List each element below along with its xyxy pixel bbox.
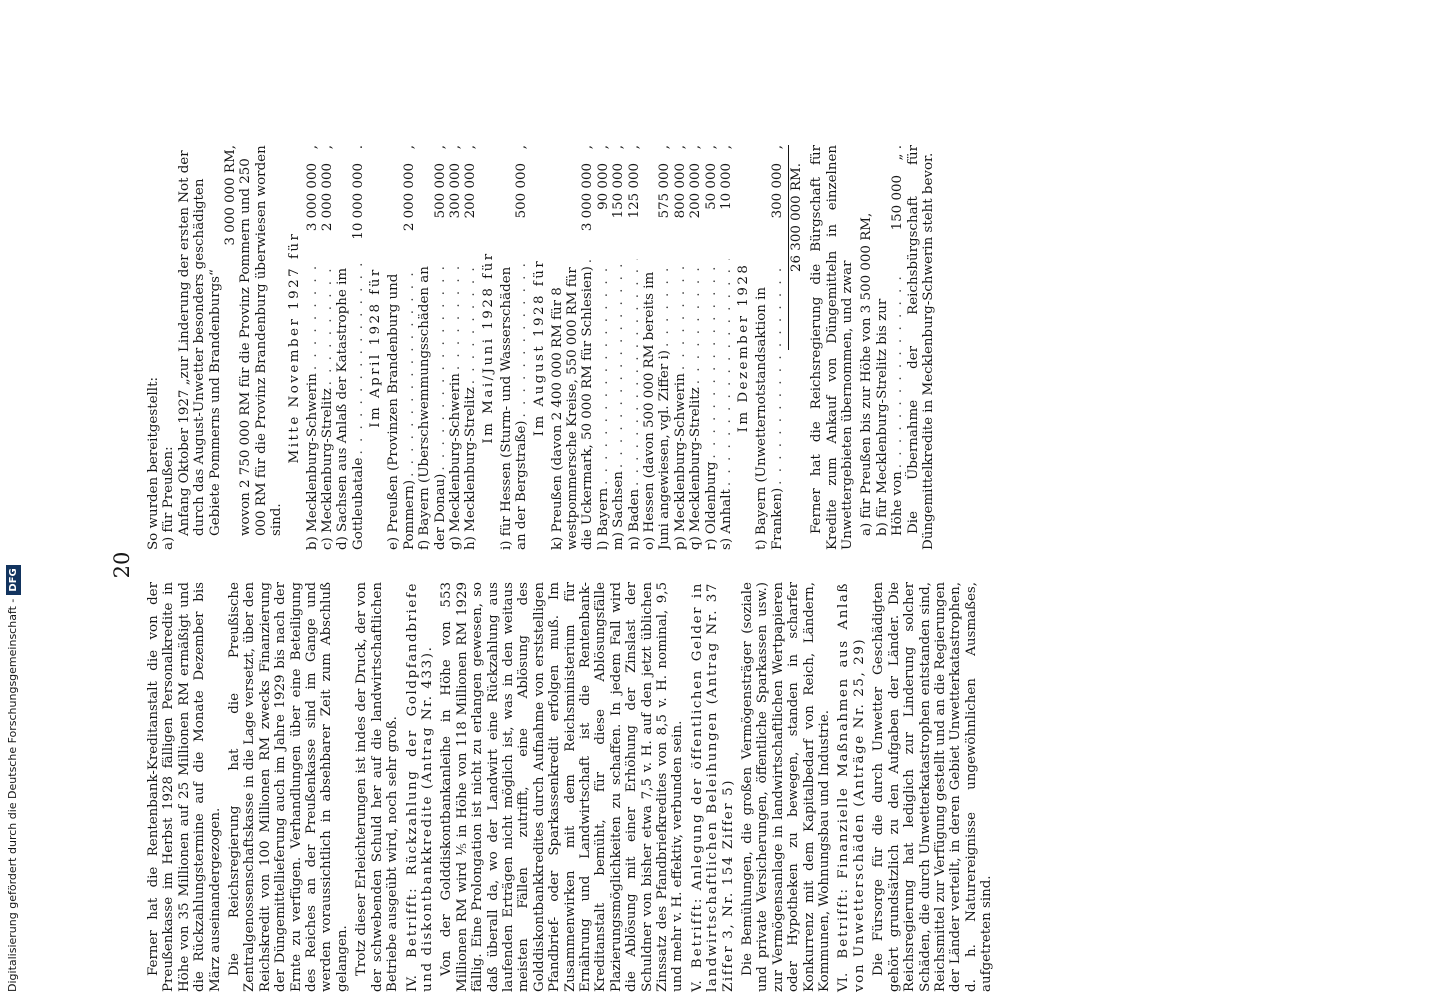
list-item-unit: , bbox=[580, 145, 596, 150]
list-item-unit: , bbox=[719, 145, 734, 150]
list-item-label: o) Hessen (davon 500 000 RM bereits im Juni angewiesen, vgl. Ziffer i) bbox=[641, 271, 673, 550]
guarantee-item-b bbox=[875, 145, 906, 550]
list-item-label: c) Mecklenburg-Strelitz bbox=[320, 385, 335, 550]
section-label: Betrifft: bbox=[836, 886, 852, 959]
list-item-unit: , bbox=[401, 145, 417, 150]
document-page bbox=[110, 130, 1380, 1000]
section-label: Betrifft: bbox=[689, 896, 705, 969]
guarantee-item-b-amount: 150 000 bbox=[890, 175, 906, 231]
list-item-label: n) Baden bbox=[627, 486, 642, 550]
section-number: IV. bbox=[404, 975, 420, 992]
paragraph: Die Fürsorge für die durch Unwetter Geschädigten gehört grundsätzlich zu den Aufgaben der Länder. Die Reichsregierung hat lediglich zur Linderung solcher Schäden, die durch Unwetterkatastrophen entstanden sind, Reichsmittel zur Verfügung gestellt und an die Regierungen der Länder verteilt, in deren Gebiet Unwetterkatastrophen, d. h. Naturereignisse ungewöhnlichen Ausmaßes, aufgetreten sind. bbox=[871, 582, 995, 992]
paragraph: Die Übernahme der Reichsbürgschaft für Düngemittelkredite in Mecklenburg-Schwerin steht bevor. bbox=[905, 145, 937, 550]
list-intro: So wurden bereitgestellt: bbox=[146, 377, 161, 550]
date-heading: Im August 1928 für bbox=[531, 258, 547, 437]
list-item-unit: , bbox=[611, 145, 627, 150]
list-item-amount: 800 000 bbox=[672, 163, 688, 219]
list-item-amount: 575 000 bbox=[657, 163, 673, 219]
list-item-amount: 300 000 bbox=[447, 163, 463, 219]
list-item bbox=[596, 145, 611, 550]
section-title: Rückzahlung der Goldpfandbriefe und diskontbankkredite (Antrag Nr. 433). bbox=[404, 582, 435, 992]
list-item-amount: 200 000 bbox=[463, 163, 479, 219]
list-item bbox=[719, 145, 734, 550]
list-item-unit: , bbox=[514, 145, 530, 150]
date-heading: Im Mai/Juni 1928 für bbox=[480, 251, 496, 444]
credit-text: Digitalisierung gefördert durch die Deutsche Forschungsgemeinschaft - bbox=[6, 598, 19, 992]
list-item bbox=[463, 145, 478, 550]
paragraph: Ferner hat die Rentenbank-Kreditanstalt die von der Preußenkasse im Herbst 1928 fälligen Personalkredite in Höhe von 35 Millionen auf 25 Millionen RM ermäßigt und die Rückzahlungstermine auf die Monate Dezember bis März auseinandergezogen. bbox=[146, 582, 223, 992]
list-item-unit: , bbox=[703, 145, 719, 150]
guarantee-item-b-unit: „ . bbox=[890, 145, 906, 161]
list-item-label: k) Preußen (davon 2 400 000 RM für 8 westpommersche Kreise, 550 000 RM für die Uckermark, 50 000 RM für Schlesien) bbox=[550, 263, 596, 550]
guarantee-item-b-label: b) für Mecklenburg-Strelitz bis zur Höhe von bbox=[874, 298, 906, 536]
list-item-unit: , bbox=[432, 145, 448, 150]
section-title: Anlegung der öffentlichen Gelder in landwirtschaftlichen Beleihungen (Antrag Nr. 37 Ziffer 3, Nr. 154 Ziffer 5) bbox=[689, 582, 736, 992]
list-item-amount: 3 000 000 bbox=[304, 163, 320, 232]
section-title: Finanzielle Maßnahmen aus Anlaß von Unwetterschäden (Anträge Nr. 25, 29) bbox=[836, 581, 867, 992]
list-item-amount: 500 000 bbox=[432, 163, 448, 219]
list-item-unit: , bbox=[304, 145, 320, 150]
list-item-a-amount: 3 000 000 RM, bbox=[223, 145, 239, 246]
list-item-amount: 2 000 000 bbox=[401, 163, 417, 232]
guarantee-item-a: a) für Preußen bis zur Höhe von 3 500 000 RM, bbox=[859, 212, 875, 536]
list-item bbox=[550, 145, 596, 550]
list-item bbox=[673, 145, 688, 550]
list-item-label: q) Mecklenburg-Strelitz bbox=[688, 384, 703, 550]
list-item bbox=[704, 145, 719, 550]
date-heading: Im April 1928 für bbox=[368, 267, 384, 428]
paragraph: Die Reichsregierung hat die Preußische Zentralgenossenschaftskasse in die Lage versetzt, über den Reichskredit von 100 Millionen RM zwecks Finanzierung der Düngemittellieferung auch im Jahre 1929 bis nach der Ernte zu verfügen. Verhandlungen über eine Beteiligung des Reiches an der Preußenkasse sind im Gange und werden voraussichtlich in absehbarer Zeit zum Abschluß gelangen. bbox=[227, 582, 350, 992]
list-item bbox=[320, 145, 335, 550]
list-item-unit: , bbox=[672, 145, 688, 150]
list-item bbox=[611, 145, 626, 550]
list-item-unit: , bbox=[688, 145, 704, 150]
list-item-label: d) Sachsen aus Anlaß der Katastrophe im Gottleubatale bbox=[335, 267, 366, 550]
left-column bbox=[146, 582, 999, 992]
list-item-amount: 500 000 bbox=[514, 163, 530, 219]
paragraph: Von der Golddiskontbankanleihe in Höhe von 553 Millionen RM wird ⅕ in Höhe von 118 Millionen RM 1929 fällig. Eine Prolongation ist nicht zu erlangen gewesen, so daß überall da, wo der Landwirt eine Rückzahlung aus laufenden Erträgen nicht möglich ist, was in den weitaus meisten Fällen zutrifft, eine Ablösung des Golddiskontbankkredites durch Aufnahme von erststelligen Pfandbrief- oder Sparkassenkredit erfolgen muß. Im Zusammenwirken mit dem Reichsministerium für Ernährung und Landwirtschaft ist die Rentenbank-Kreditanstalt bemüht, für diese Ablösungsfälle Plazierungsmöglichkeiten zu schaffen. In jedem Fall wird die Ablösung mit einer Erhöhung der Zinslast der Schuldner von bisher etwa 7,5 v. H. auf den jetzt üblichen Zinssatz des Pfandbriefkredites von 8,5 v. H. nominal, 9,5 und mehr v. H. effektiv, verbunden sein. bbox=[439, 582, 686, 992]
list-item-amount: 10 000 bbox=[719, 163, 734, 210]
list-item-unit: , bbox=[595, 145, 611, 150]
section-number: VI. bbox=[836, 972, 852, 992]
list-item-label: f) Bayern (Überschwemmungsschäden an der Donau) bbox=[417, 266, 448, 550]
paragraph: Die Bemühungen, die großen Vermögensträger (soziale und private Versicherungen, öffentliche Sparkassen usw.) zur Vermögensanlage in landwirtschaftlichen Wertpapieren oder Hypotheken zu bewegen, standen in scharfer Konkurrenz mit dem Kapitalbedarf von Reich, Ländern, Kommunen, Wohnungsbau und Industrie. bbox=[740, 582, 833, 992]
list-item bbox=[305, 145, 320, 550]
list-item-label: h) Mecklenburg-Strelitz bbox=[463, 384, 478, 550]
list-item bbox=[688, 145, 703, 550]
list-item-unit: . bbox=[350, 145, 366, 150]
total-amount: 26 300 000 RM. bbox=[788, 145, 805, 350]
list-item-amount: 2 000 000 bbox=[320, 163, 336, 232]
list-item-unit: , bbox=[463, 145, 479, 150]
list-item bbox=[642, 145, 673, 550]
section-heading-iv bbox=[405, 582, 436, 992]
list-item bbox=[627, 145, 642, 550]
list-item bbox=[499, 145, 530, 550]
list-item-a-text: Anfang Oktober 1927 „zur Linderung der ersten Not der durch das August-Unwetter besonders geschädigten Gebiete Pommerns und Brandenburgs“ bbox=[176, 150, 223, 536]
list-item-label: s) Anhalt bbox=[719, 486, 734, 550]
list-item-label: g) Mecklenburg-Schwerin bbox=[448, 370, 463, 550]
list-item-amount: 3 000 000 bbox=[580, 163, 596, 232]
list-item bbox=[417, 145, 448, 550]
list-item-amount: 150 000 bbox=[611, 163, 627, 219]
section-heading-v bbox=[690, 582, 736, 992]
digitization-credit bbox=[2, 0, 24, 998]
section-heading-vi bbox=[836, 582, 867, 992]
list-item-unit: , bbox=[320, 145, 336, 150]
list-item-label: t) Bayern (Unwetternotstandsaktion in Franken) bbox=[754, 286, 785, 550]
date-heading: Mitte November 1927 für bbox=[286, 231, 302, 464]
list-item-amount: 90 000 bbox=[595, 163, 611, 210]
page-number: 20 bbox=[110, 551, 134, 579]
section-label: Betrifft: bbox=[404, 886, 420, 958]
section-number: V. bbox=[689, 980, 705, 992]
list-item-label: e) Preußen (Provinzen Brandenburg und Pommern) bbox=[386, 273, 417, 550]
list-item-amount: 10 000 000 bbox=[350, 163, 366, 240]
list-item-amount: 125 000 bbox=[626, 163, 642, 219]
list-item-a-label: a) für Preußen: bbox=[161, 446, 177, 550]
list-item-a-text2: wovon 2 750 000 RM für die Provinz Pommern und 250 000 RM für die Provinz Brandenburg überwiesen worden sind. bbox=[238, 145, 285, 536]
list-item-unit: , bbox=[657, 145, 673, 150]
date-heading: Im Dezember 1928 bbox=[736, 262, 752, 433]
paragraph: Trotz dieser Erleichterungen ist indes der Druck, der von der schwebenden Schuld her auf die landwirtschaftlichen Betriebe ausgeübt wird, noch sehr groß. bbox=[354, 582, 401, 992]
paragraph: Ferner hat die Reichsregierung die Bürgschaft für Kredite zum Ankauf von Düngemitteln in einzelnen Unwettergebieten übernommen, und zwar bbox=[809, 145, 856, 550]
list-item-amount: 300 000 bbox=[769, 163, 785, 219]
list-item-label: r) Oldenburg bbox=[704, 459, 719, 550]
list-item-label: p) Mecklenburg-Schwerin bbox=[673, 370, 688, 550]
list-item-label: l) Bayern bbox=[596, 485, 611, 550]
list-item-amount: 50 000 bbox=[703, 163, 719, 210]
list-item-unit: , bbox=[447, 145, 463, 150]
list-item-label: b) Mecklenburg-Schwerin bbox=[305, 370, 320, 550]
list-item-unit: , bbox=[769, 145, 785, 150]
list-item-unit: , bbox=[626, 145, 642, 150]
list-item bbox=[448, 145, 463, 550]
list-item bbox=[335, 145, 366, 550]
right-column bbox=[146, 145, 940, 550]
dfg-logo-icon: DFG bbox=[6, 565, 21, 594]
list-item-label: m) Sachsen bbox=[611, 468, 626, 550]
list-item-label: i) für Hessen (Sturm- und Wasserschäden an der Bergstraße) bbox=[498, 266, 530, 550]
list-item-amount: 200 000 bbox=[688, 163, 704, 219]
list-item bbox=[386, 145, 417, 550]
list-item bbox=[754, 145, 785, 550]
